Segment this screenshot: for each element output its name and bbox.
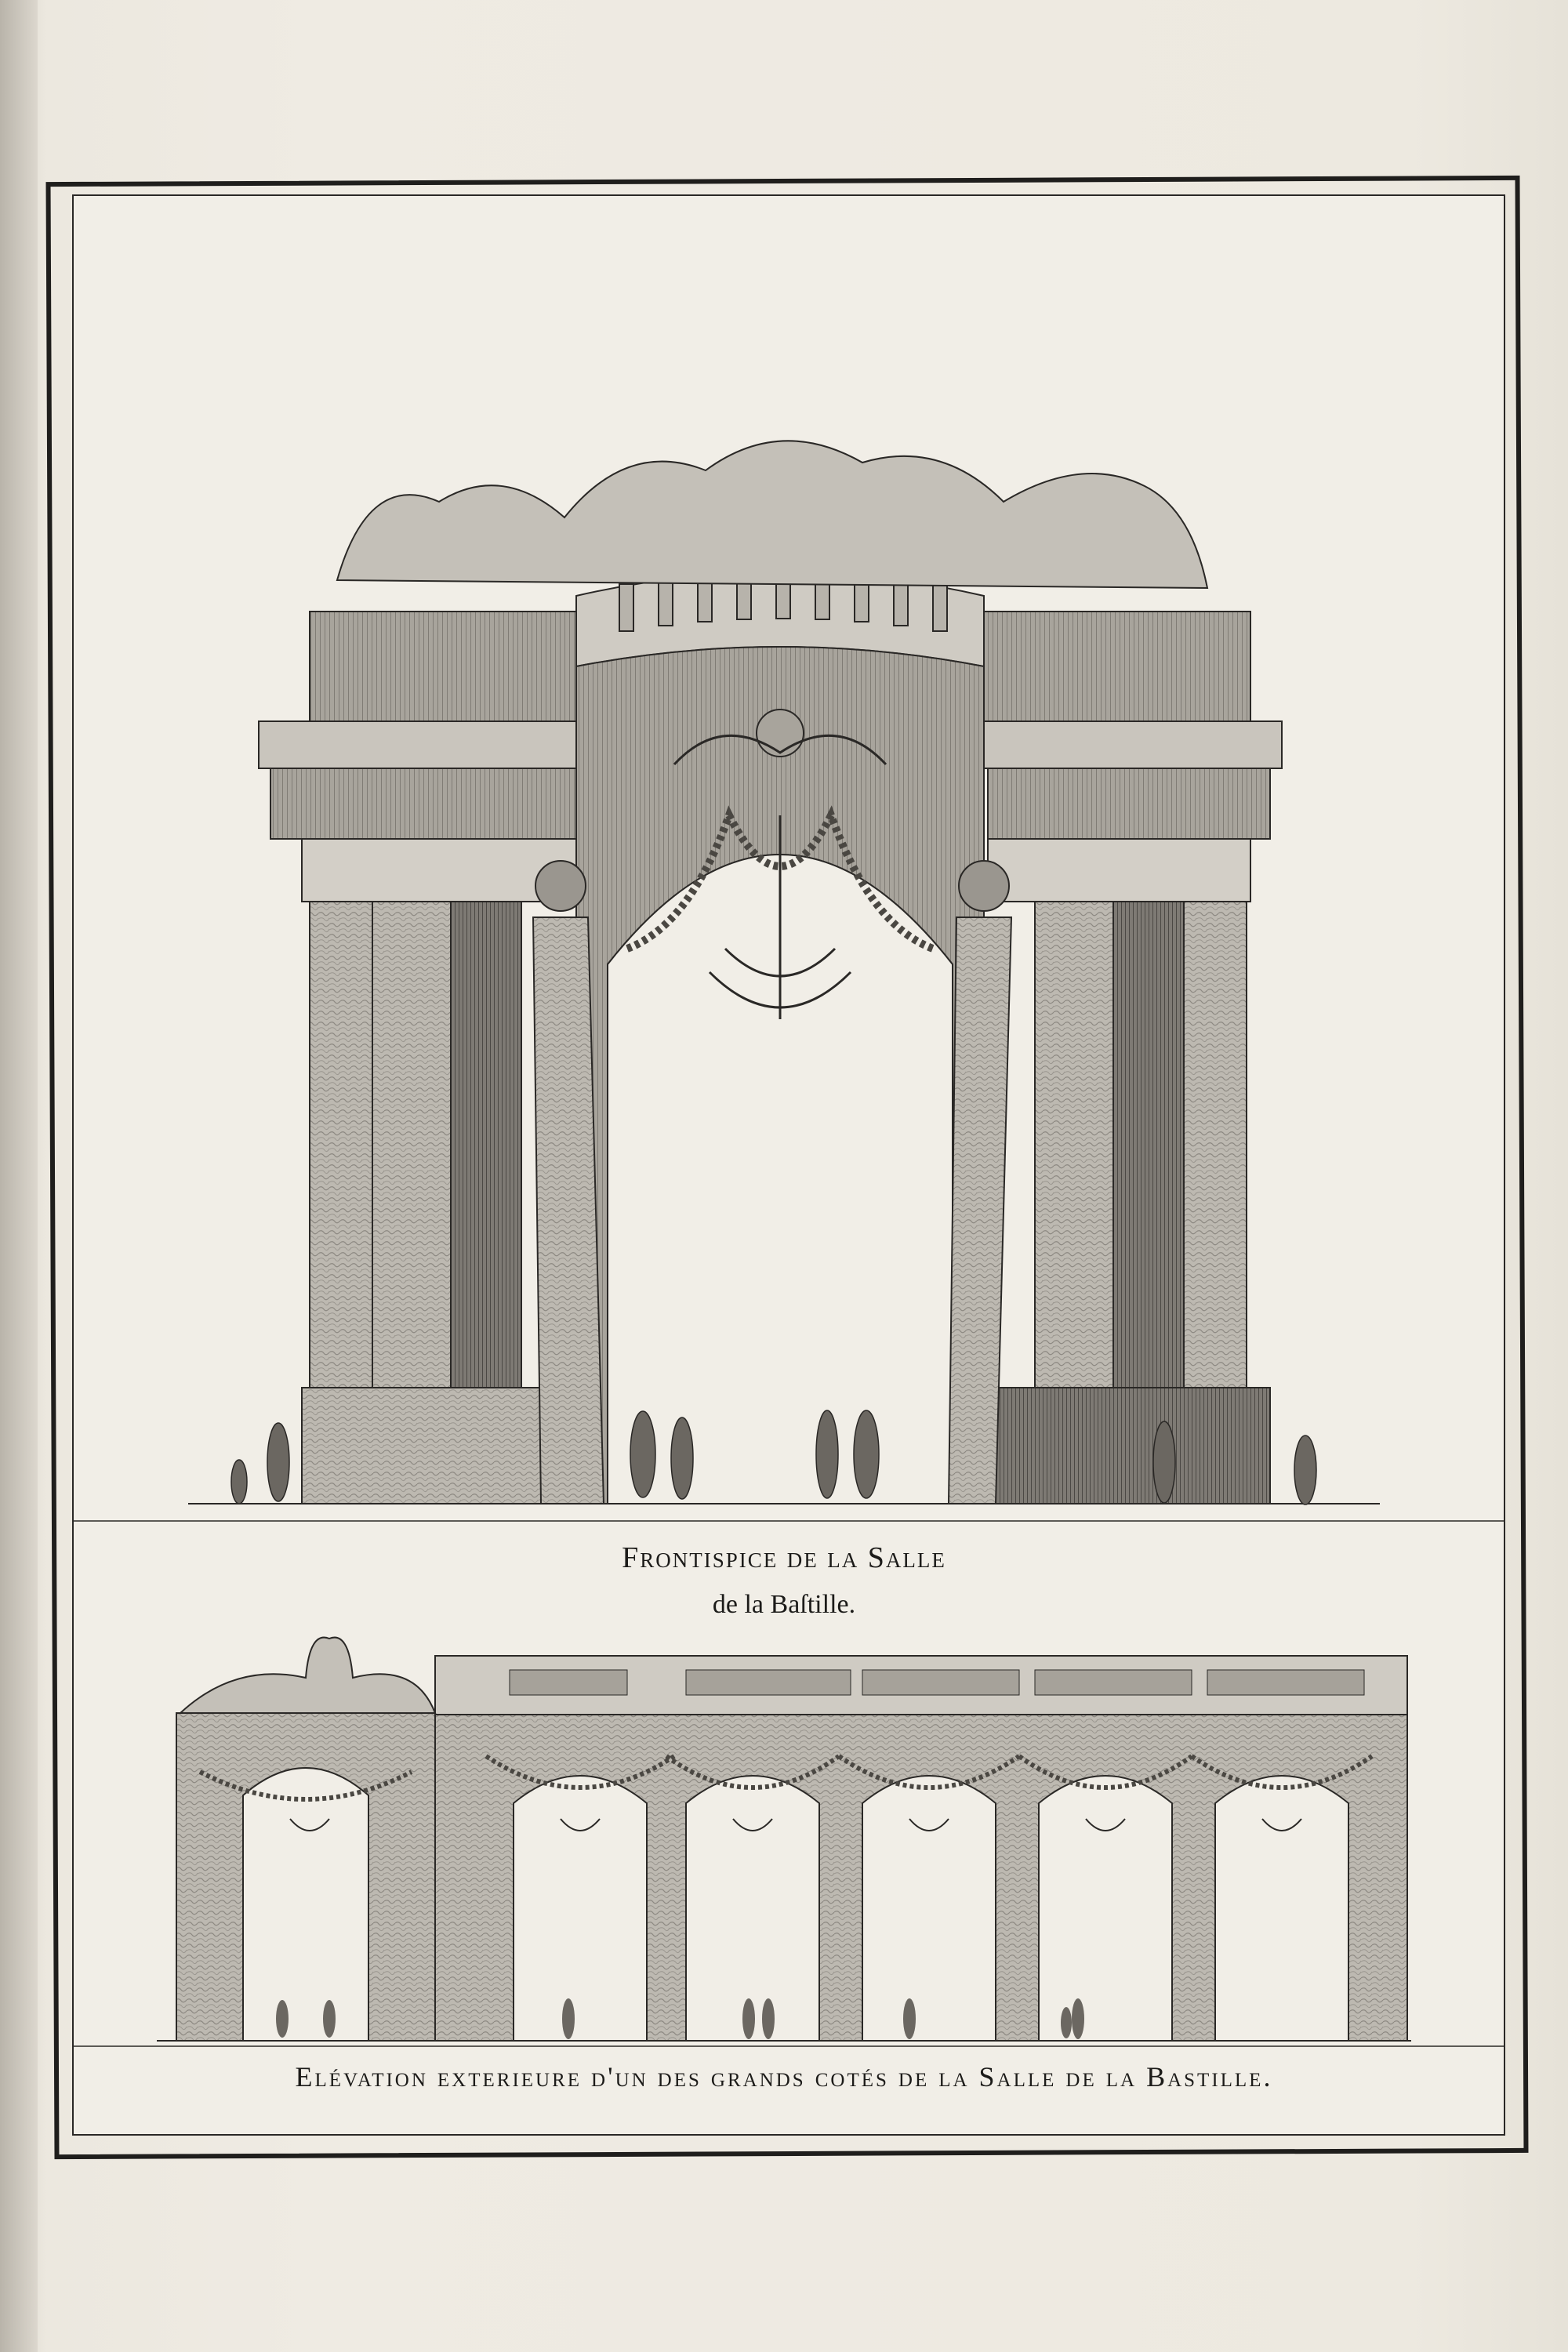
lower-plate-title: Elévation exterieure d'un des grands cotés de la Salle de la Bastille. <box>295 2061 1273 2092</box>
upper-plate-subtitle: de la Baſtille. <box>712 1590 856 1619</box>
upper-plate-title: Frontispice de la Salle <box>622 1541 946 1574</box>
frontispice-arch <box>188 441 1380 1504</box>
elevation-long-side <box>157 1638 1411 2041</box>
